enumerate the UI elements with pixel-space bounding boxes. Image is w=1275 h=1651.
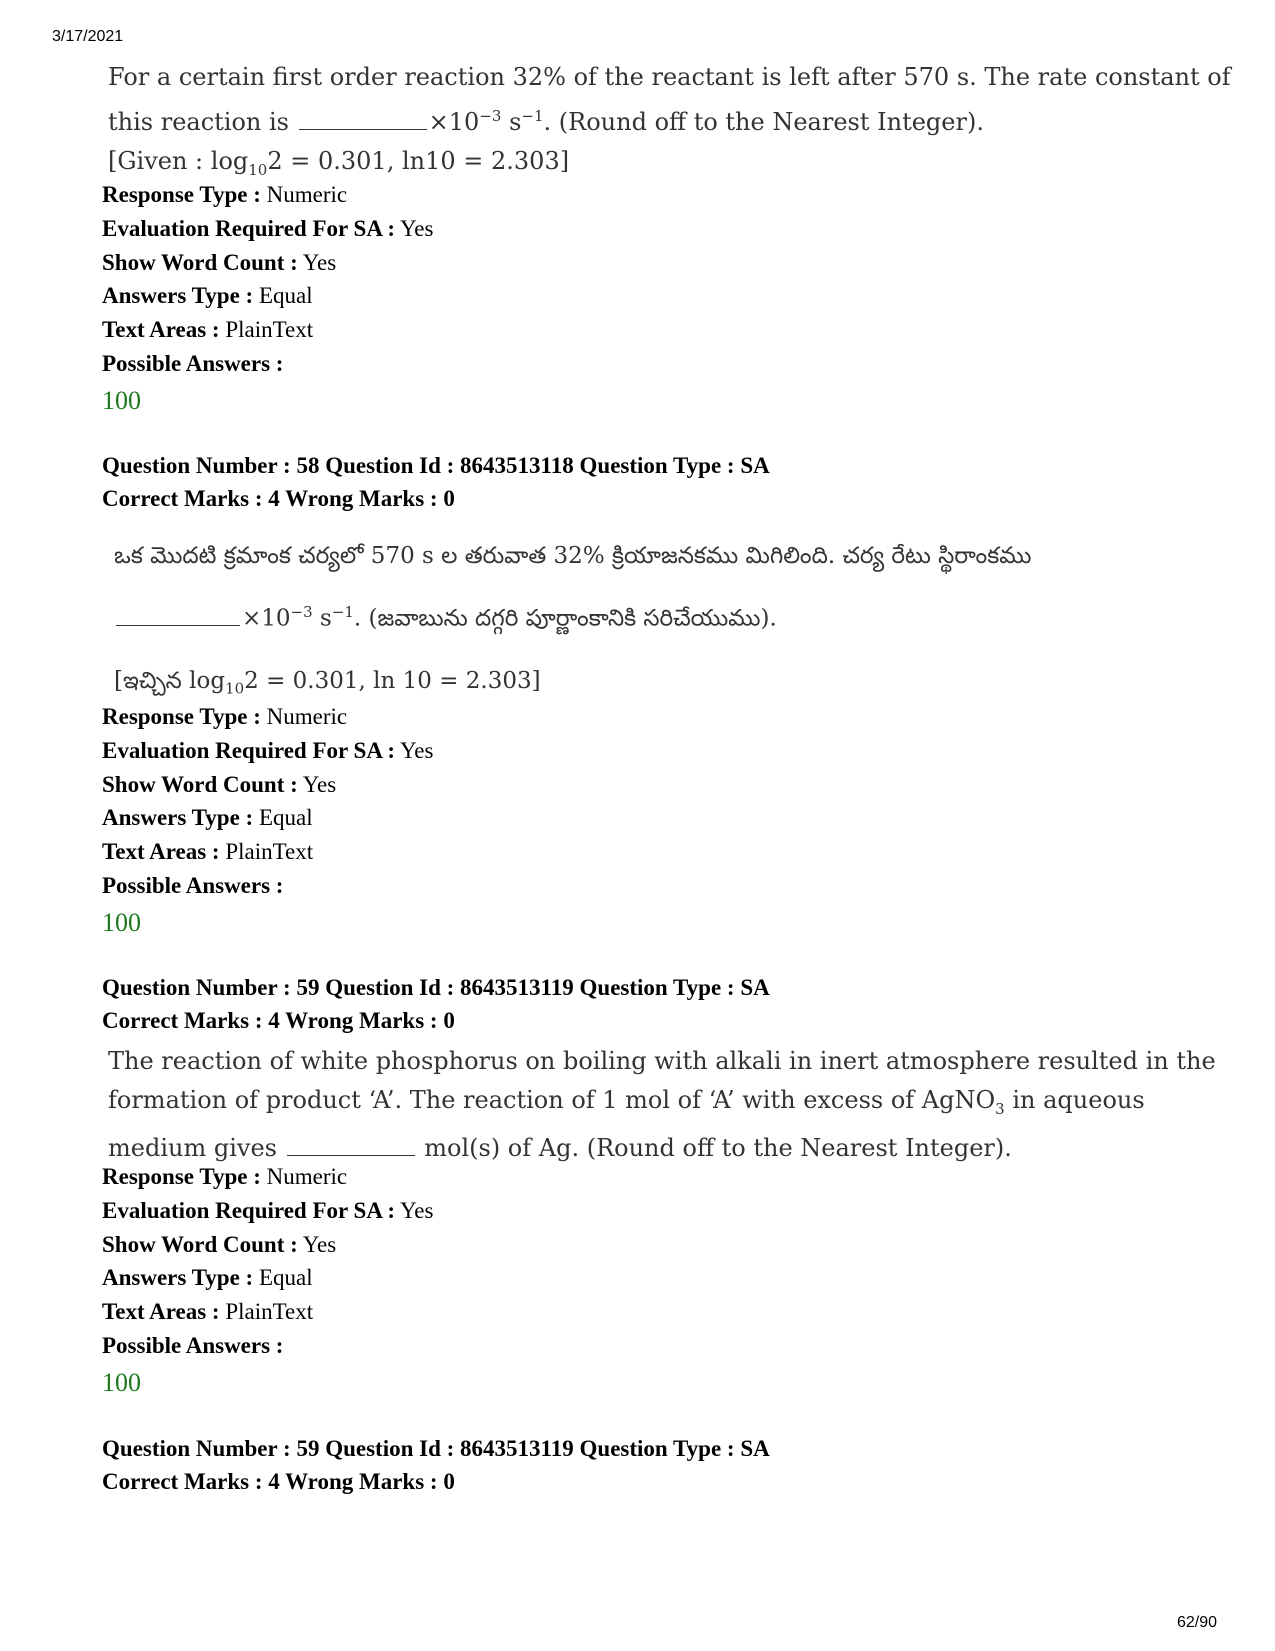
possible-answer: 100 bbox=[102, 1367, 141, 1397]
meta-row bbox=[102, 1329, 433, 1363]
meta-row bbox=[102, 313, 433, 347]
question-header-line: Question Number : 59 Question Id : 8643513119 Question Type : SA bbox=[102, 975, 770, 1000]
meta-key: Possible Answers : bbox=[102, 1332, 284, 1358]
text-span: ×10 bbox=[428, 108, 480, 136]
question-59-meta bbox=[102, 1160, 433, 1401]
exponent: −3 bbox=[479, 107, 502, 125]
question-57-text bbox=[108, 58, 1231, 190]
question-59-text bbox=[108, 1042, 1216, 1168]
possible-answer: 100 bbox=[102, 385, 141, 415]
question-header-line: Question Number : 58 Question Id : 8643513118 Question Type : SA bbox=[102, 453, 770, 478]
text-span: [Given : log bbox=[108, 147, 249, 175]
meta-row bbox=[102, 1160, 433, 1194]
meta-key: Show Word Count : bbox=[102, 771, 298, 797]
meta-value: PlainText bbox=[225, 839, 314, 865]
meta-key: Possible Answers : bbox=[102, 872, 284, 898]
question-header-line: Question Number : 59 Question Id : 8643513119 Question Type : SA bbox=[102, 1436, 770, 1461]
meta-value: Equal bbox=[258, 283, 313, 309]
meta-row bbox=[102, 1194, 433, 1228]
meta-key: Evaluation Required For SA : bbox=[102, 215, 396, 241]
text-span: in aqueous bbox=[1004, 1086, 1145, 1114]
meta-key: Evaluation Required For SA : bbox=[102, 1197, 396, 1223]
text-span: ×10 bbox=[242, 605, 291, 632]
meta-key: Answers Type : bbox=[102, 805, 254, 831]
subscript: 10 bbox=[248, 160, 268, 179]
text-span: formation of product ‘A’. The reaction of 1 mol of ‘A’ with excess of AgNO bbox=[108, 1086, 996, 1114]
marks-line: Correct Marks : 4 Wrong Marks : 0 bbox=[102, 1008, 455, 1033]
meta-row bbox=[102, 246, 433, 280]
text-span: 2 = 0.301, ln 10 = 2.303] bbox=[244, 667, 541, 694]
text-span: medium gives bbox=[108, 1133, 277, 1162]
meta-value: Numeric bbox=[266, 1164, 348, 1189]
text-span: s bbox=[319, 605, 332, 632]
meta-row bbox=[102, 768, 433, 802]
meta-value: Equal bbox=[258, 1265, 313, 1291]
meta-key: Show Word Count : bbox=[102, 249, 298, 275]
meta-row bbox=[102, 178, 433, 212]
subscript: 10 bbox=[225, 679, 245, 698]
marks-line: Correct Marks : 4 Wrong Marks : 0 bbox=[102, 1469, 455, 1494]
question-line: ఒక మొదటి క్రమాంక చర్యలో 570 s ల తరువాత 32% క్రియాజనకము మిగిలింది. చర్య రేటు స్థిరాంకము bbox=[114, 543, 1032, 569]
meta-value: PlainText bbox=[225, 317, 314, 343]
exponent: −1 bbox=[331, 603, 354, 621]
question-58-header bbox=[102, 449, 770, 515]
text-span: [ఇచ్చిన log bbox=[114, 667, 226, 694]
print-date: 3/17/2021 bbox=[52, 28, 124, 45]
page-number: 62/90 bbox=[1177, 1614, 1218, 1631]
meta-value: Numeric bbox=[266, 182, 348, 207]
meta-value: Yes bbox=[400, 215, 434, 241]
meta-value: PlainText bbox=[225, 1299, 314, 1325]
meta-value: Yes bbox=[302, 249, 337, 275]
text-span: 2 = 0.301, ln10 = 2.303] bbox=[267, 147, 570, 175]
question-line: For a certain first order reaction 32% of the reactant is left after 570 s. The rate constant of bbox=[108, 63, 1231, 91]
meta-row bbox=[102, 700, 433, 734]
meta-key: Answers Type : bbox=[102, 1265, 254, 1291]
exponent: −1 bbox=[521, 107, 544, 125]
text-span: s bbox=[509, 108, 522, 136]
meta-key: Show Word Count : bbox=[102, 1231, 298, 1257]
text-span: . (జవాబును దగ్గరి పూర్ణాంకానికి సరిచేయుము). bbox=[353, 605, 777, 632]
question-line bbox=[108, 97, 1188, 142]
meta-value: Equal bbox=[258, 805, 313, 831]
meta-key: Possible Answers : bbox=[102, 350, 284, 376]
meta-row bbox=[102, 1295, 433, 1329]
meta-row bbox=[102, 279, 433, 313]
answer-blank bbox=[116, 603, 240, 626]
meta-key: Evaluation Required For SA : bbox=[102, 737, 396, 763]
meta-value: Yes bbox=[302, 771, 337, 797]
meta-row bbox=[102, 212, 433, 246]
marks-line: Correct Marks : 4 Wrong Marks : 0 bbox=[102, 486, 455, 511]
meta-row bbox=[102, 801, 433, 835]
meta-value: Numeric bbox=[266, 704, 348, 729]
meta-row bbox=[102, 835, 433, 869]
meta-key: Answers Type : bbox=[102, 283, 254, 309]
text-span: mol(s) of Ag. (Round off to the Nearest Integer). bbox=[424, 1133, 1012, 1162]
question-58-text bbox=[114, 528, 1194, 716]
meta-row bbox=[102, 734, 433, 768]
meta-row bbox=[102, 869, 433, 903]
exponent: −3 bbox=[290, 603, 313, 621]
meta-key: Response Type : bbox=[102, 182, 261, 207]
question-line bbox=[108, 1081, 1188, 1129]
meta-value: Yes bbox=[400, 737, 434, 763]
subscript: 3 bbox=[995, 1099, 1005, 1118]
meta-row bbox=[102, 1261, 433, 1295]
question-58-meta bbox=[102, 700, 433, 941]
possible-answer: 100 bbox=[102, 907, 141, 937]
meta-key: Text Areas : bbox=[102, 839, 220, 865]
meta-value: Yes bbox=[302, 1231, 337, 1257]
question-57-meta bbox=[102, 178, 433, 419]
meta-value: Yes bbox=[400, 1197, 434, 1223]
meta-key: Text Areas : bbox=[102, 317, 220, 343]
meta-key: Response Type : bbox=[102, 1164, 261, 1189]
answer-blank bbox=[287, 1133, 415, 1156]
text-span: this reaction is bbox=[108, 108, 289, 136]
meta-row bbox=[102, 1228, 433, 1262]
question-59-header bbox=[102, 971, 770, 1037]
text-span: . (Round off to the Nearest Integer). bbox=[543, 108, 984, 136]
question-59-repeat-header bbox=[102, 1432, 770, 1498]
meta-key: Response Type : bbox=[102, 704, 261, 729]
question-line: The reaction of white phosphorus on boiling with alkali in inert atmosphere resulted in the bbox=[108, 1047, 1216, 1075]
meta-row bbox=[102, 347, 433, 381]
meta-key: Text Areas : bbox=[102, 1299, 220, 1325]
answer-blank bbox=[299, 107, 427, 130]
question-line bbox=[114, 584, 1194, 647]
